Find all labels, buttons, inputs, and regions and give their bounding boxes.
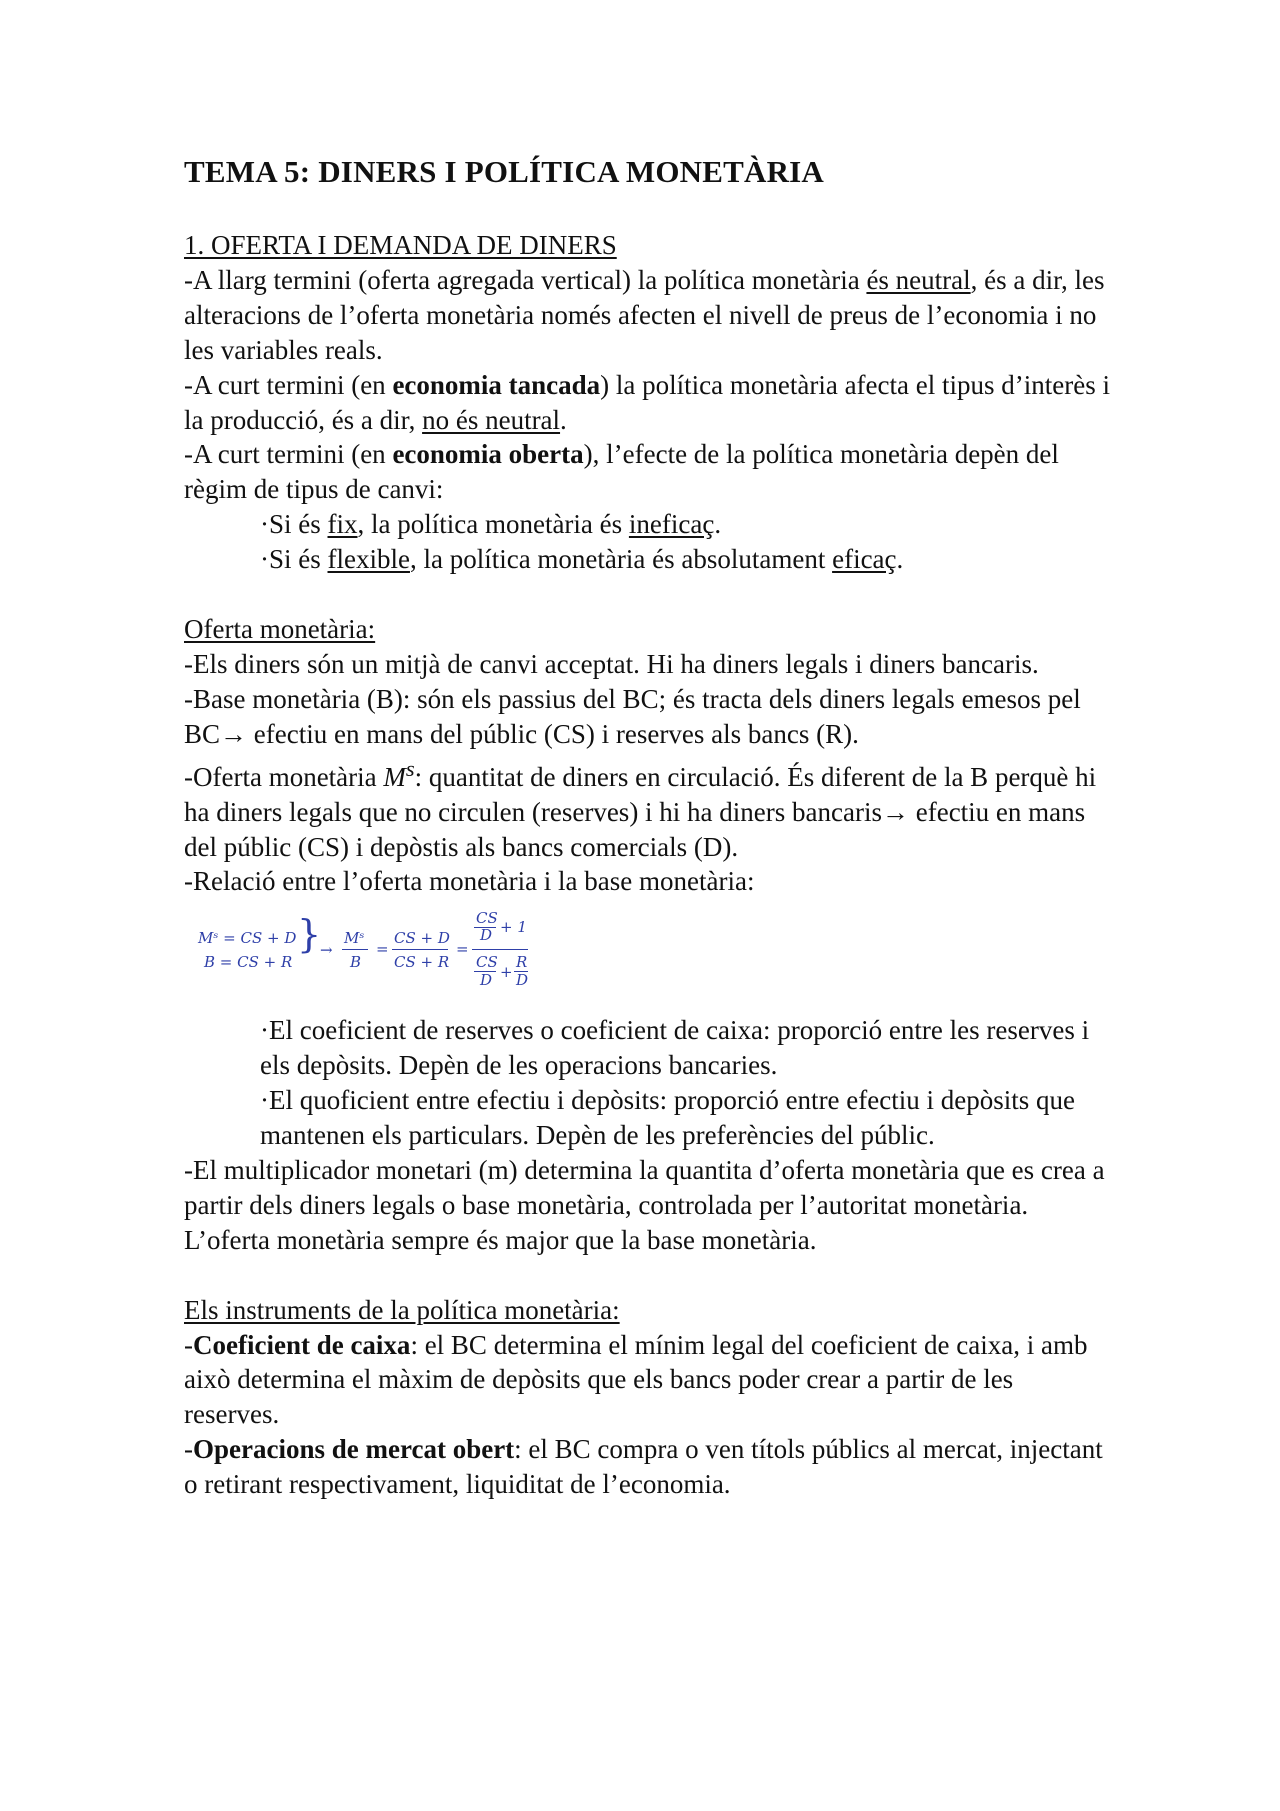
document-body (184, 152, 1114, 1502)
formula-plus: + (500, 963, 513, 982)
bullet-currency-ratio: ·El quoficient entre efectiu i depòsits: proporció entre efectiu i depòsits que mantenen els particulars. Depèn de les preferències del públic. (260, 1085, 1075, 1151)
formula-r: R (516, 953, 528, 972)
paragraph-closed-economy: -A curt termini (en economia tancada) la política monetària afecta el tipus d’interès i la producció, és a dir, no és neutral. (184, 369, 1110, 435)
paragraph-money-types: -Els diners són un mitjà de canvi acceptat. Hi ha diners legals i diners bancaris. (184, 648, 1039, 679)
paragraph-monetary-base: -Base monetària (B): són els passius del BC; és tracta dels diners legals emesos pel BC→ efectiu en mans del públic (CS) i reserves als bancs (R). (184, 683, 1081, 749)
paragraph-money-supply: -Oferta monetària $M^s$: quantitat de diners en circulació. És diferent de la B perquè hi ha diners legals que no circulen (reserves) i hi ha diners bancaris→ efectiu en mans del públic (CS) i depòstis als bancs comercials (D). (184, 755, 1097, 862)
formula-equals-2: = (456, 940, 469, 959)
formula-plus-one: + 1 (500, 918, 527, 937)
paragraph-multiplier: -El multiplicador monetari (m) determina la quantita d’oferta monetària que es crea a partir dels diners legals o base monetària, controlada per l’autoritat monetària. L’oferta monetària sempre és major que la base monetària. (184, 1154, 1105, 1255)
subsection-heading-instruments: Els instruments de la política monetària: (184, 1294, 620, 1325)
bullet-reserve-ratio: ·El coeficient de reserves o coeficient de caixa: proporció entre les reserves i els depòsits. Depèn de les operacions bancaries. (260, 1015, 1090, 1081)
formula-d-r: D (516, 971, 529, 990)
paragraph-long-term: -A llarg termini (oferta agregada vertical) la política monetària és neutral, és a dir, les alteracions de l’oferta monetària només afecten el nivell de preus de l’economia i no les variables reals. (184, 264, 1105, 365)
bullet-flexible: ·Si és flexible, la política monetària és absolutament eficaç. (260, 544, 904, 575)
formula-ratio-den: B (350, 953, 362, 972)
section-heading: 1. OFERTA I DEMANDA DE DINERS (184, 230, 617, 260)
paragraph-open-economy: -A curt termini (en economia oberta), l’efecte de la política monetària depèn del règim de tipus de canvi: (184, 439, 1059, 505)
formula-frac1-den: CS + R (394, 953, 450, 972)
page-title: TEMA 5: DINERS I POLÍTICA MONETÀRIA (184, 154, 825, 189)
formula-d-bottom: D (480, 971, 493, 990)
paragraph-reserve-requirement: -Coeficient de caixa: el BC determina el mínim legal del coeficient de caixa, i amb això determina el màxim de depòsits que els bancs poder crear a partir de les reserves. (184, 1329, 1088, 1430)
formula-eq1: Mˢ = CS + D (198, 929, 297, 948)
formula-eq2: B = CS + R (204, 953, 293, 972)
paragraph-open-market: -Operacions de mercat obert: el BC compra o ven títols públics al mercat, injectant o retirant respectivament, liquiditat de l’economia. (184, 1434, 1103, 1500)
formula-ratio-num: Mˢ (344, 929, 365, 948)
bullet-fixed: ·Si és fix, la política monetària és ineficaç. (260, 509, 722, 540)
formula-cs-bottom: CS (476, 953, 498, 972)
paragraph-relation: -Relació entre l’oferta monetària i la base monetària: (184, 866, 755, 897)
money-multiplier-formula (184, 903, 1114, 1013)
formula-arrow: → (320, 941, 333, 960)
formula-cs-top: CS (476, 909, 498, 928)
subsection-heading-oferta: Oferta monetària: (184, 614, 376, 645)
formula-brace: } (297, 912, 322, 957)
formula-d-top: D (480, 926, 493, 945)
formula-frac1-num: CS + D (394, 929, 450, 948)
formula-equals-1: = (376, 940, 389, 959)
